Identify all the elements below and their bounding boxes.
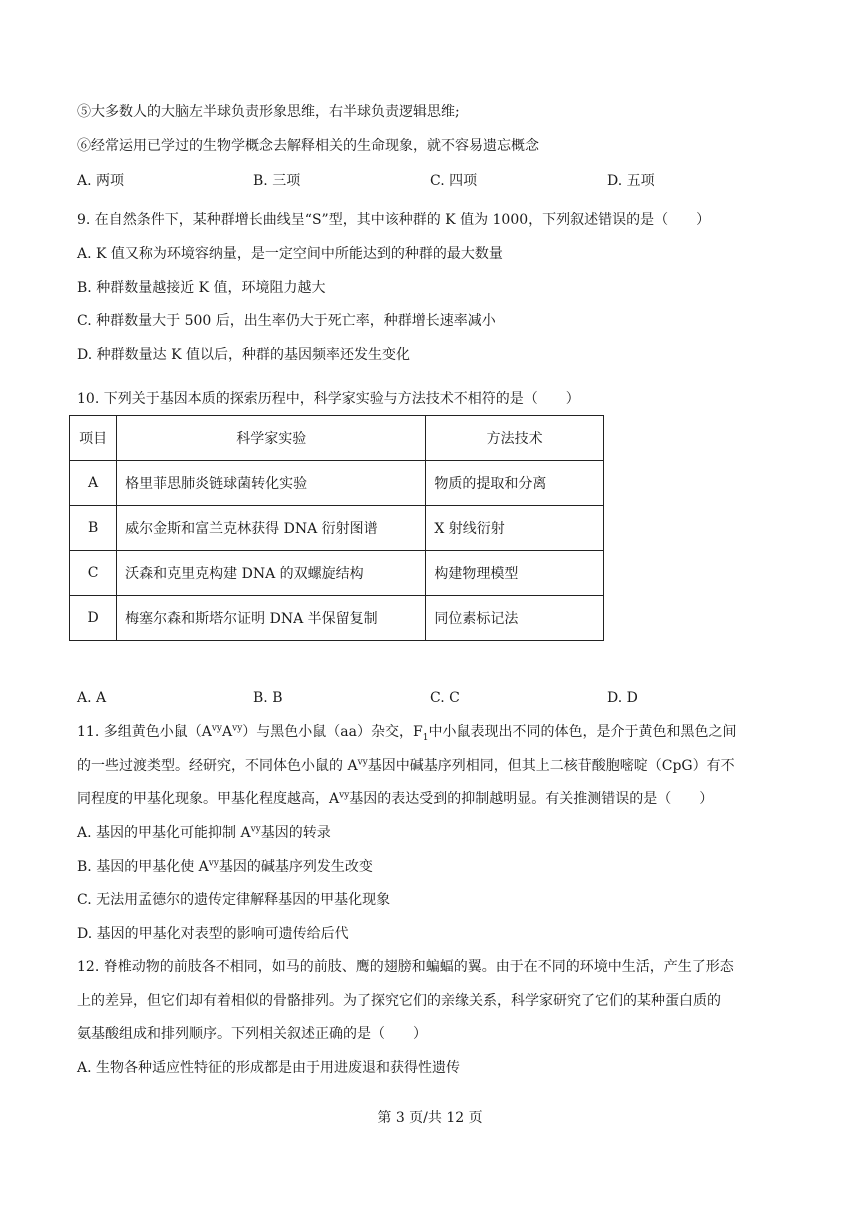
header-item: 项目: [70, 416, 117, 461]
table-row: [70, 506, 604, 551]
statement-5: ⑤大多数人的大脑左半球负责形象思维，右半球负责逻辑思维;: [77, 104, 460, 120]
q10-option-a: A. A: [77, 690, 107, 706]
text: 11. 多组黄色小鼠（A: [77, 724, 212, 740]
text: 基因的表达受到的抑制越明显。有关推测错误的是（ ）: [349, 791, 714, 807]
row-method: 物质的提取和分离: [426, 461, 604, 506]
row-experiment: 威尔金斯和富兰克林获得 DNA 衍射图谱: [117, 506, 426, 551]
prev-option-a: A. 两项: [77, 173, 125, 189]
table-row: [70, 461, 604, 506]
superscript: vy: [232, 723, 243, 734]
q10-option-b: B. B: [253, 690, 283, 706]
text: ）与黑色小鼠（aa）杂交，F: [242, 724, 423, 740]
q10-stem: 10. 下列关于基因本质的探索历程中，科学家实验与方法技术不相符的是（ ）: [77, 391, 580, 407]
text: 基因的碱基序列发生改变: [218, 859, 373, 875]
superscript: vy: [357, 757, 368, 768]
q11-option-a: [77, 823, 331, 843]
q11-stem-line-1: 11. 多组黄色小鼠$(A^{vy}A^{vy})$与黑色小鼠（aa）杂交，$F_1$中小鼠表现出不同的体色，是介于黄色和黑色之间: [77, 723, 737, 743]
q9-option-a: A. K 值又称为环境容纳量，是一定空间中所能达到的种群的最大数量: [77, 246, 503, 262]
q12-option-a: A. 生物各种适应性特征的形成都是由于用进废退和获得性遗传: [77, 1060, 461, 1076]
prev-option-d: D. 五项: [607, 173, 655, 189]
q11-option-d: D. 基因的甲基化对表型的影响可遗传给后代: [77, 926, 349, 942]
prev-option-b: B. 三项: [253, 173, 301, 189]
text: B. 基因的甲基化使 A: [77, 859, 209, 875]
header-method: 方法技术: [426, 416, 604, 461]
q11-stem-line-2: [77, 756, 735, 776]
table-header-row: [70, 416, 604, 461]
page-number: 第 3 页/共 12 页: [377, 1110, 483, 1126]
superscript: vy: [211, 723, 222, 734]
row-label: D: [70, 596, 117, 641]
q11-stem-line-3: [77, 789, 713, 809]
table-row: [70, 596, 604, 641]
superscript: vy: [339, 790, 350, 801]
q10-table: [69, 415, 604, 641]
q12-stem-line-2: 上的差异，但它们却有着相似的骨骼排列。为了探究它们的亲缘关系，科学家研究了它们的某种蛋白质的: [77, 993, 721, 1009]
row-label: C: [70, 551, 117, 596]
row-experiment: 沃森和克里克构建 DNA 的双螺旋结构: [117, 551, 426, 596]
superscript: vy: [208, 858, 219, 869]
subscript: 1: [422, 732, 429, 743]
prev-option-c: C. 四项: [430, 173, 478, 189]
row-method: 同位素标记法: [426, 596, 604, 641]
q11-option-b: [77, 857, 373, 877]
row-experiment: 格里菲思肺炎链球菌转化实验: [117, 461, 426, 506]
text: 同程度的甲基化现象。甲基化程度越高，A: [77, 791, 340, 807]
text: A. 基因的甲基化可能抑制 A: [77, 825, 251, 841]
row-method: X 射线衍射: [426, 506, 604, 551]
table-row: [70, 551, 604, 596]
row-experiment: 梅塞尔森和斯塔尔证明 DNA 半保留复制: [117, 596, 426, 641]
q11-option-c: C. 无法用孟德尔的遗传定律解释基因的甲基化现象: [77, 892, 391, 908]
text: 中小鼠表现出不同的体色，是介于黄色和黑色之间: [428, 724, 737, 740]
row-label: B: [70, 506, 117, 551]
q9-option-c: C. 种群数量大于 500 后，出生率仍大于死亡率，种群增长速率减小: [77, 313, 496, 329]
row-label: A: [70, 461, 117, 506]
q12-stem-line-1: 12. 脊椎动物的前肢各不相同，如马的前肢、鹰的翅膀和蝙蝠的翼。由于在不同的环境中生活，产生了形态: [77, 959, 734, 975]
text: 基因的转录: [260, 825, 331, 841]
text: 基因中碱基序列相同，但其上二核苷酸胞嘧啶（CpG）有不: [367, 758, 735, 774]
q10-option-c: C. C: [430, 690, 460, 706]
q12-stem-line-3: 氨基酸组成和排列顺序。下列相关叙述正确的是（ ）: [77, 1026, 427, 1042]
q9-option-b: B. 种群数量越接近 K 值，环境阻力越大: [77, 280, 326, 296]
text: 的一些过渡类型。经研究，不同体色小鼠的 A: [77, 758, 358, 774]
header-experiment: 科学家实验: [117, 416, 426, 461]
superscript: vy: [250, 824, 261, 835]
q10-option-d: D. D: [607, 690, 638, 706]
q9-stem: 9. 在自然条件下，某种群增长曲线呈“S”型，其中该种群的 K 值为 1000，下列叙述错误的是（ ）: [77, 212, 711, 228]
statement-6: ⑥经常运用已学过的生物学概念去解释相关的生命现象，就不容易遗忘概念: [77, 138, 539, 154]
q9-option-d: D. 种群数量达 K 值以后，种群的基因频率还发生变化: [77, 347, 410, 363]
row-method: 构建物理模型: [426, 551, 604, 596]
